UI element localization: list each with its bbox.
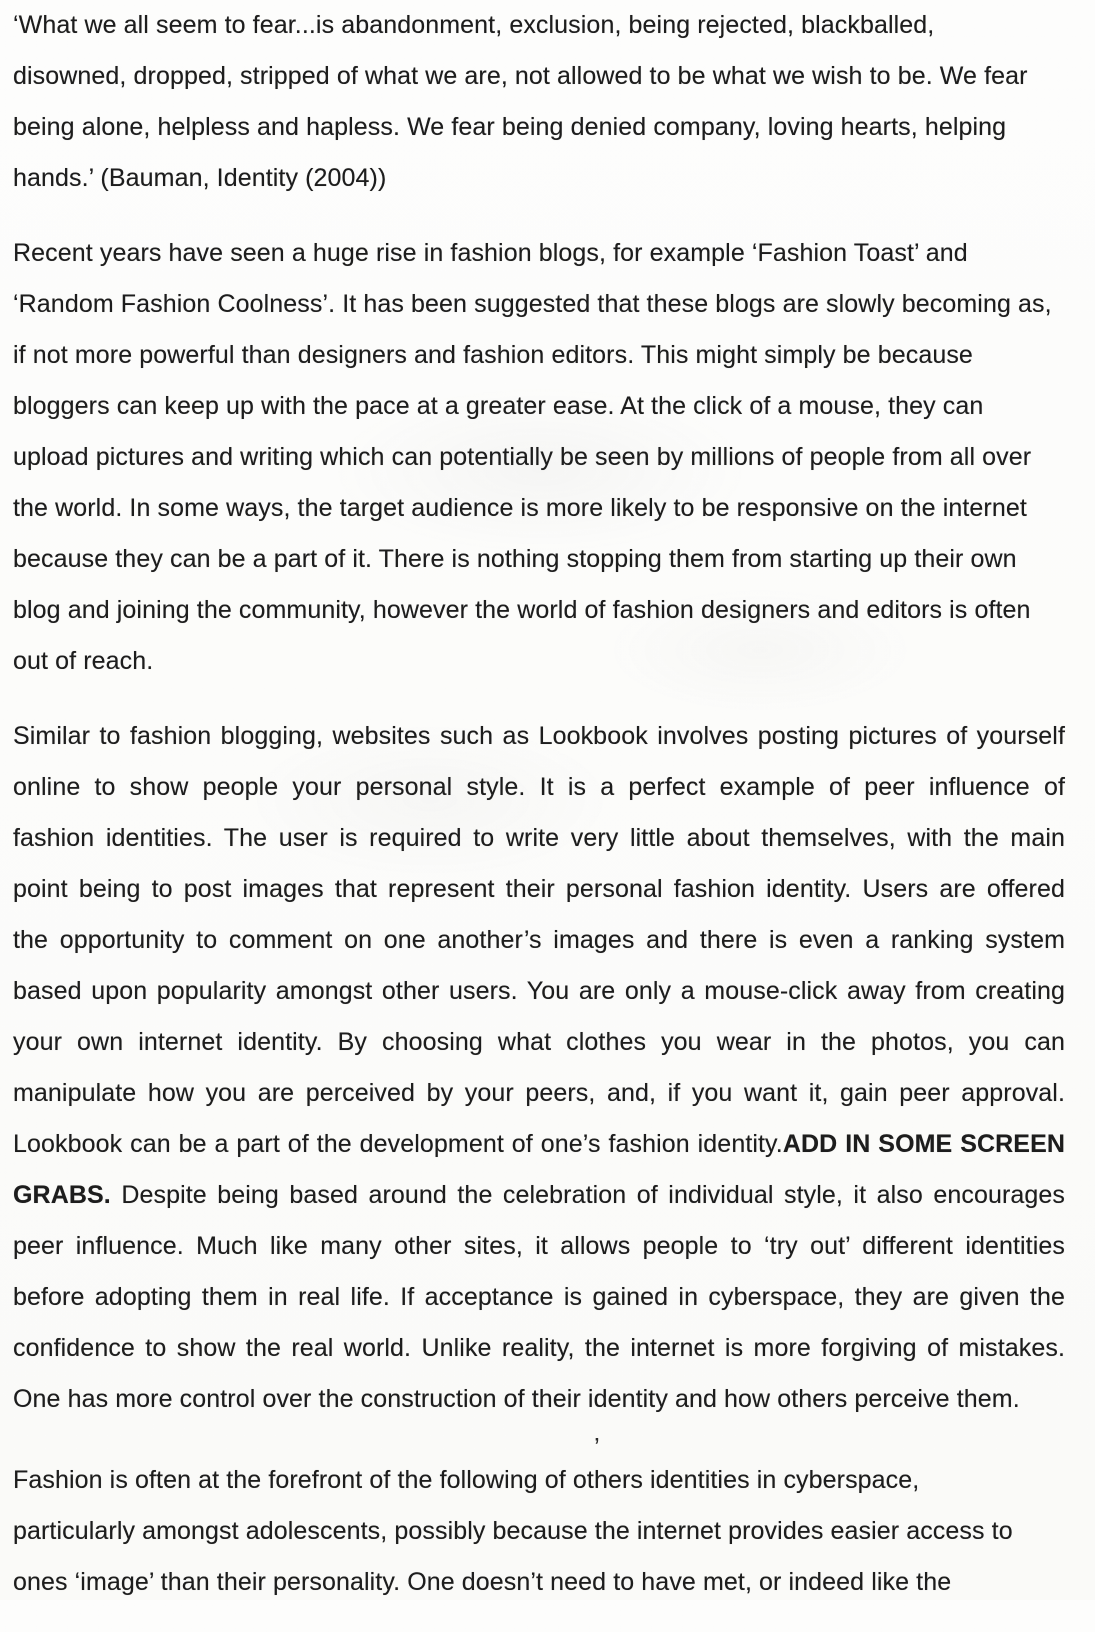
text-run: before adopting them in real life. If acceptance is gained in cyberspace, they are given the <box>13 1283 1065 1311</box>
text-line <box>13 279 1065 330</box>
text-line <box>13 1374 1065 1425</box>
text-line <box>13 813 1065 864</box>
text-line <box>13 534 1065 585</box>
text-run: online to show people your personal style. It is a perfect example of peer influence of <box>13 773 1065 801</box>
text-line <box>13 0 1065 51</box>
text-run: Fashion is often at the forefront of the following of others identities in cyberspace, <box>13 1466 920 1494</box>
text-line <box>13 966 1065 1017</box>
text-run: confidence to show the real world. Unlike reality, the internet is more forgiving of mistakes. <box>13 1334 1065 1362</box>
text-line <box>13 51 1065 102</box>
text-line <box>13 432 1065 483</box>
text-run: blog and joining the community, however the world of fashion designers and editors is often <box>13 596 1031 624</box>
document-page <box>13 0 1065 1632</box>
text-line <box>13 711 1065 762</box>
text-run: if not more powerful than designers and fashion editors. This might simply be because <box>13 341 973 369</box>
text-run: ‘Random Fashion Coolness’. It has been suggested that these blogs are slowly becoming as, <box>13 290 1052 318</box>
text-run: fashion identities. The user is required to write very little about themselves, with the main <box>13 824 1065 852</box>
lookbook-paragraph <box>13 711 1065 1425</box>
text-run: ‘What we all seem to fear...is abandonment, exclusion, being rejected, blackballed, <box>13 11 935 39</box>
text-line <box>13 1017 1065 1068</box>
text-run: manipulate how you are perceived by your peers, and, if you want it, gain peer approval. <box>13 1079 1065 1107</box>
text-run: One has more control over the construction of their identity and how others perceive them. <box>13 1385 1020 1413</box>
text-run: the opportunity to comment on one another’s images and there is even a ranking system <box>13 926 1065 954</box>
text-run: Lookbook can be a part of the development of one’s fashion identity. <box>13 1130 783 1158</box>
cyberspace-paragraph <box>13 1455 1065 1608</box>
text-line <box>13 102 1065 153</box>
text-line <box>13 1455 1065 1506</box>
bold-text-run: ADD IN SOME SCREEN <box>782 1130 1066 1158</box>
text-line <box>13 483 1065 534</box>
fashion-blogs-paragraph <box>13 228 1065 687</box>
text-run: upload pictures and writing which can potentially be seen by millions of people from all over <box>13 443 1032 471</box>
text-run: based upon popularity amongst other users. You are only a mouse-click away from creating <box>13 977 1065 1005</box>
text-line <box>13 228 1065 279</box>
bold-text-run: GRABS. <box>13 1181 111 1209</box>
text-run: point being to post images that represent their personal fashion identity. Users are offered <box>13 875 1065 903</box>
text-run: Similar to fashion blogging, websites such as Lookbook involves posting pictures of yourself <box>13 722 1065 750</box>
quote-paragraph <box>13 0 1065 204</box>
text-line <box>13 636 1065 687</box>
text-run: peer influence. Much like many other sites, it allows people to ‘try out’ different identities <box>13 1232 1065 1260</box>
text-run: out of reach. <box>13 647 154 675</box>
text-run: your own internet identity. By choosing what clothes you wear in the photos, you can <box>13 1028 1065 1056</box>
text-run: Despite being based around the celebration of individual style, it also encourages <box>110 1181 1065 1209</box>
text-line <box>13 915 1065 966</box>
text-line <box>13 1557 1065 1608</box>
text-run: hands.’ (Bauman, Identity (2004)) <box>13 164 387 192</box>
text-line <box>13 1119 1065 1170</box>
text-line <box>13 381 1065 432</box>
text-run: because they can be a part of it. There is nothing stopping them from starting up their own <box>13 545 1017 573</box>
text-run: bloggers can keep up with the pace at a greater ease. At the click of a mouse, they can <box>13 392 984 420</box>
text-line <box>13 330 1065 381</box>
text-run: particularly amongst adolescents, possibly because the internet provides easier access to <box>13 1517 1013 1545</box>
text-line <box>13 1221 1065 1272</box>
text-line <box>13 1323 1065 1374</box>
text-line <box>13 153 1065 204</box>
text-run: the world. In some ways, the target audience is more likely to be responsive on the internet <box>13 494 1027 522</box>
text-line <box>13 762 1065 813</box>
text-line <box>13 1170 1065 1221</box>
text-line <box>13 1506 1065 1557</box>
text-line <box>13 585 1065 636</box>
text-line <box>13 1272 1065 1323</box>
text-run: ones ‘image’ than their personality. One doesn’t need to have met, or indeed like the <box>13 1568 952 1596</box>
text-line <box>13 1068 1065 1119</box>
scan-artifact-mark: ’ <box>594 1432 600 1462</box>
document-body <box>13 0 1065 1608</box>
text-run: disowned, dropped, stripped of what we are, not allowed to be what we wish to be. We fear <box>13 62 1028 90</box>
text-run: Recent years have seen a huge rise in fashion blogs, for example ‘Fashion Toast’ and <box>13 239 968 267</box>
text-line <box>13 864 1065 915</box>
text-run: being alone, helpless and hapless. We fear being denied company, loving hearts, helping <box>13 113 1007 141</box>
